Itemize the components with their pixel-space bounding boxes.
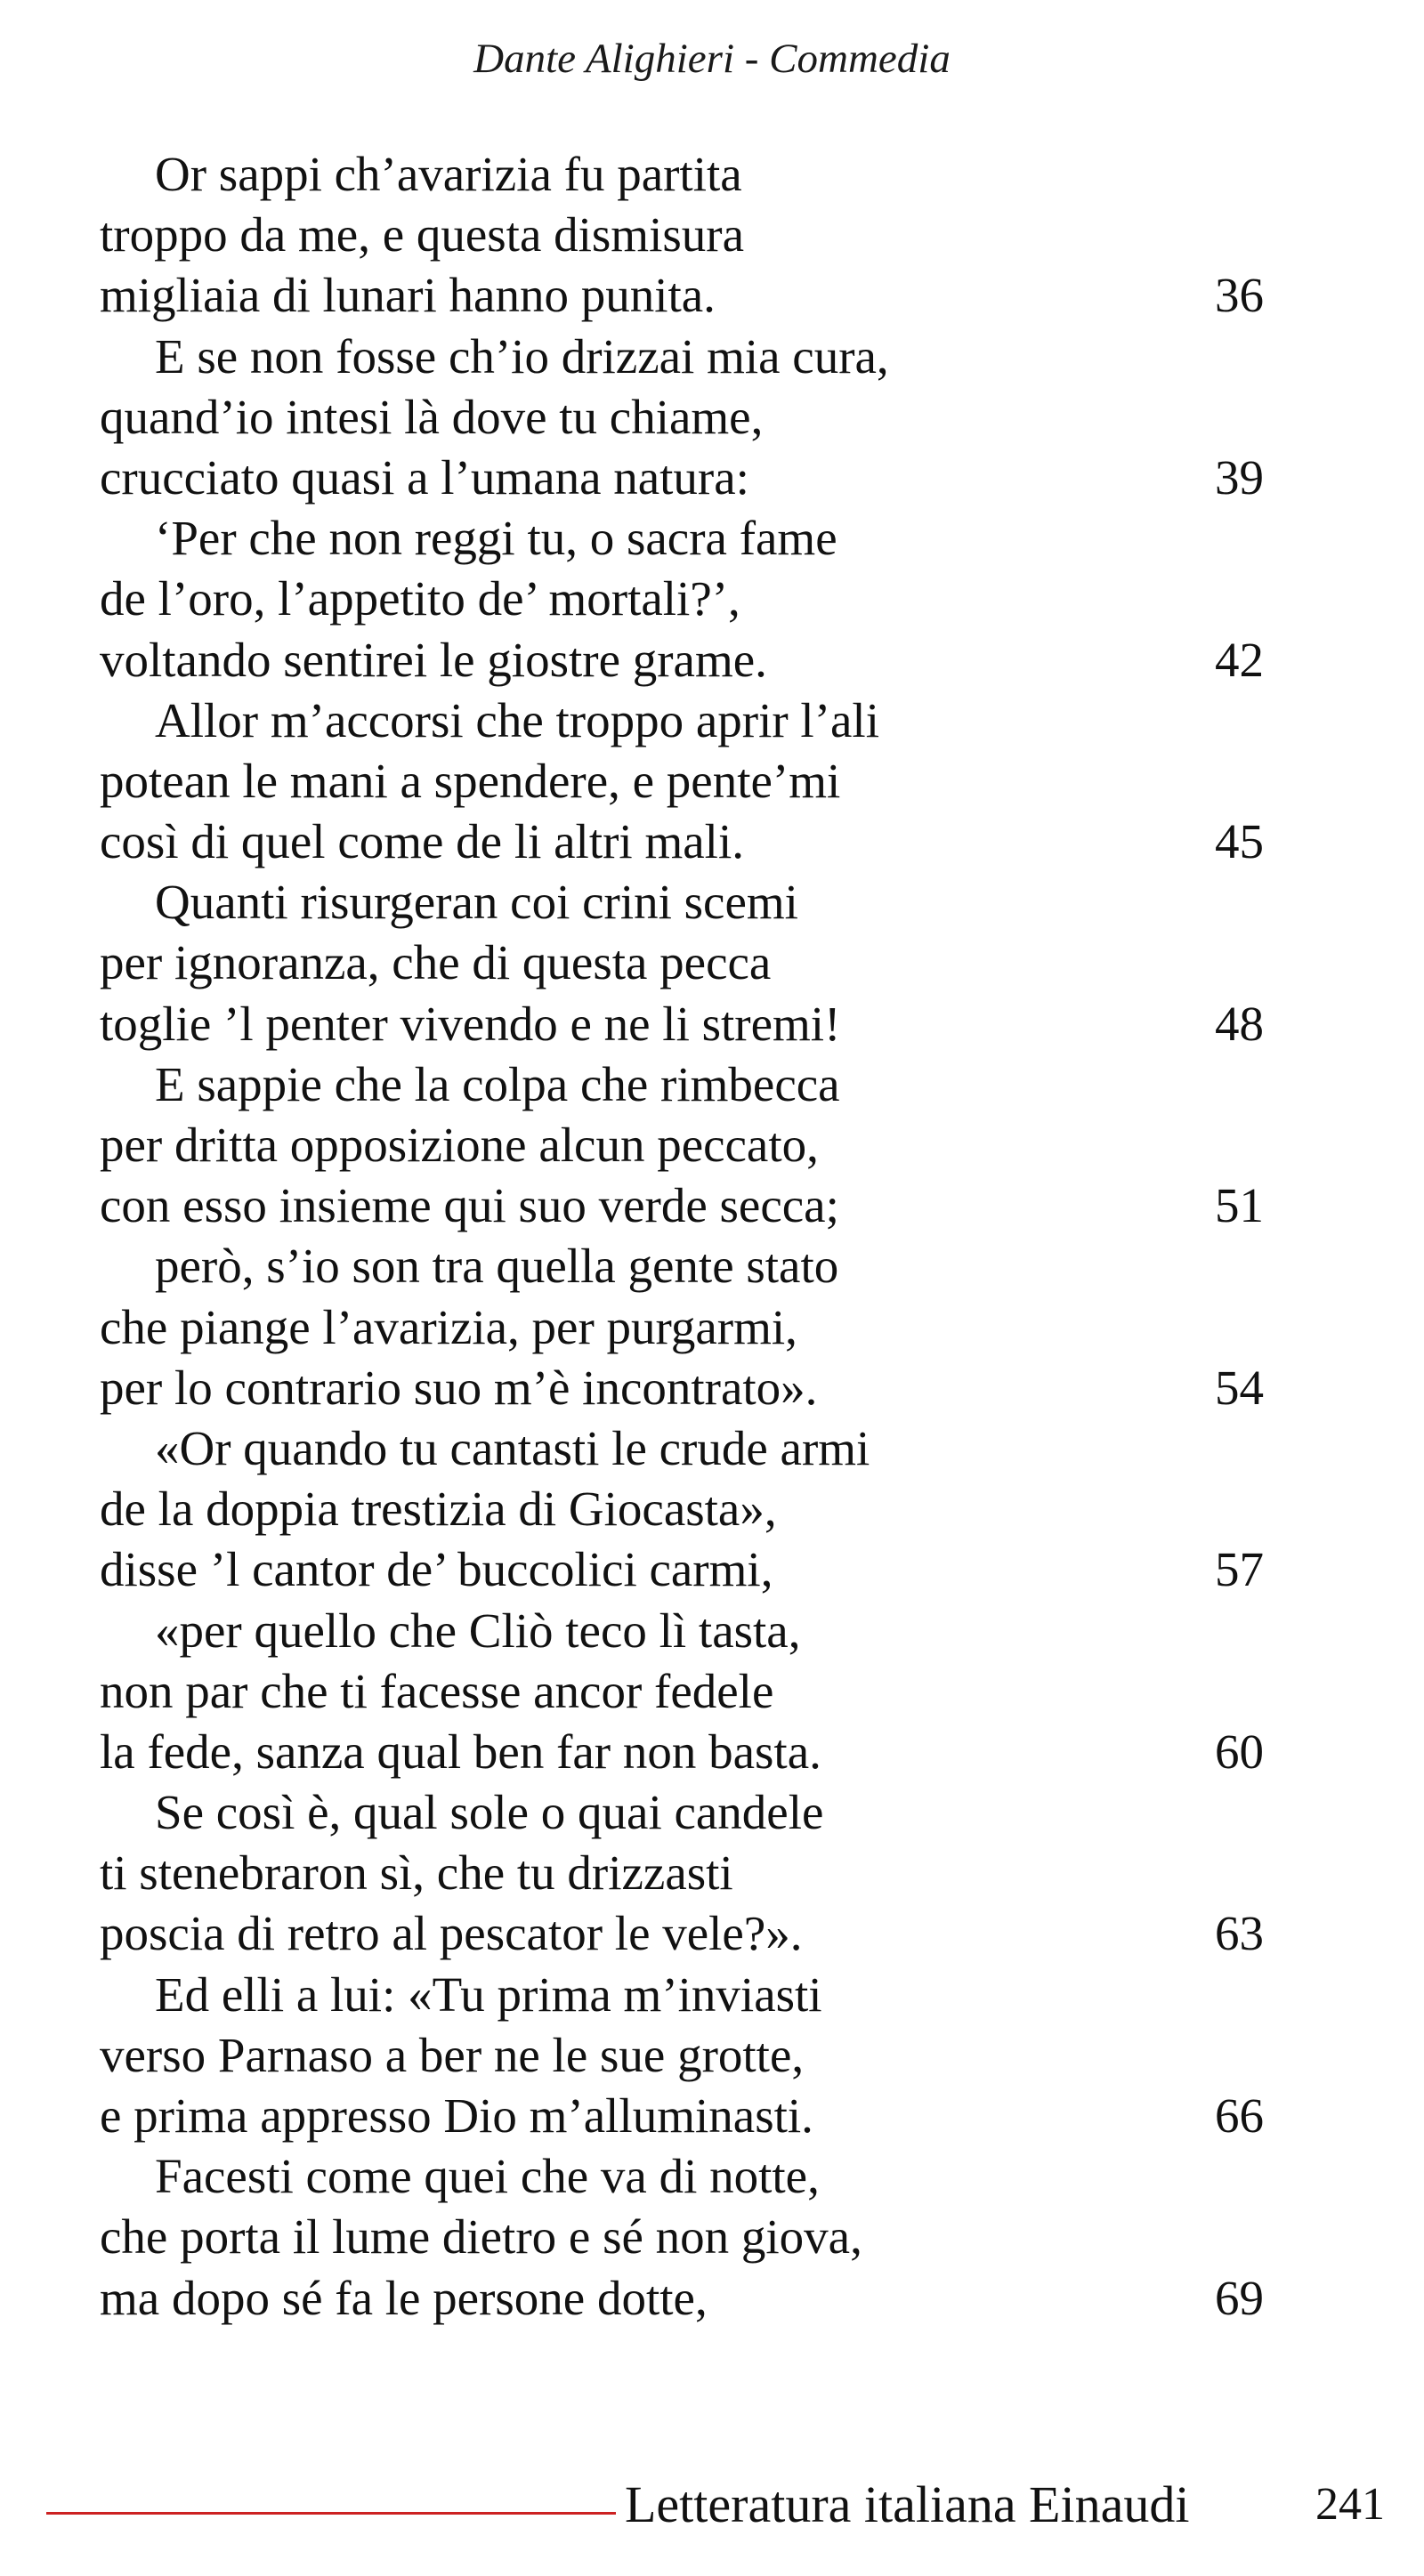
verse-text: Facesti come quei che va di notte, [155, 2149, 820, 2204]
verse-line [100, 1843, 1257, 1903]
verse-text: potean le mani a spendere, e pente’mi [100, 753, 841, 808]
verse-line [100, 2207, 1257, 2267]
verse-text: voltando sentirei le giostre grame. [100, 632, 767, 687]
verse-text: quand’io intesi là dove tu chiame, [100, 389, 764, 444]
verse-line [100, 448, 1264, 508]
verse-line [100, 265, 1264, 326]
verse-line [100, 1175, 1264, 1236]
verse-line [100, 1903, 1264, 1964]
verse-line [100, 1115, 1257, 1175]
publisher-name: Letteratura italiana Einaudi [625, 2475, 1190, 2533]
verse-text: verso Parnaso a ber ne le sue grotte, [100, 2027, 805, 2082]
verse-line [100, 1054, 1257, 1115]
verse-text: e prima appresso Dio m’alluminasti. [100, 2088, 813, 2143]
verse-line [100, 1661, 1257, 1722]
verse-line [100, 1236, 1257, 1296]
verse-text: crucciato quasi a l’umana natura: [100, 449, 749, 505]
verse-text: per ignoranza, che di questa pecca [100, 935, 772, 990]
verse-text: «per quello che Cliò teco lì tasta, [155, 1603, 801, 1658]
verse-line [100, 2086, 1264, 2146]
verse-line [100, 2146, 1257, 2207]
verse-line [100, 569, 1257, 629]
verse-text: ‘Per che non reggi tu, o sacra fame [155, 511, 837, 566]
page-number: 241 [1315, 2479, 1385, 2530]
verse-line [100, 1601, 1257, 1661]
verse-text: che porta il lume dietro e sé non giova, [100, 2209, 862, 2265]
line-number: 60 [1215, 1724, 1264, 1779]
verse-text: così di quel come de li altri mali. [100, 814, 744, 869]
verse-line [100, 933, 1257, 993]
verse-text: troppo da me, e questa dismisura [100, 207, 744, 262]
verse-text: ma dopo sé fa le persone dotte, [100, 2270, 708, 2325]
verse-line [100, 1358, 1264, 1418]
verse-line [100, 812, 1264, 872]
verse-line [100, 2268, 1264, 2329]
line-number: 36 [1215, 268, 1264, 323]
verse-text: ti stenebraron sì, che tu drizzasti [100, 1845, 733, 1901]
verse-text: con esso insieme qui suo verde secca; [100, 1178, 839, 1233]
verse-line [100, 2025, 1257, 2086]
verse-line [100, 1297, 1257, 1358]
line-number: 39 [1215, 449, 1264, 505]
verse-text: Allor m’accorsi che troppo aprir l’ali [155, 692, 879, 747]
line-number: 45 [1215, 814, 1264, 869]
verse-line [100, 1782, 1257, 1843]
verse-line [100, 1965, 1257, 2025]
verse-line [100, 994, 1264, 1054]
verse-line [100, 327, 1257, 387]
verse-line [100, 144, 1257, 205]
verse-line [100, 387, 1257, 448]
verse-text: de l’oro, l’appetito de’ mortali?’, [100, 571, 740, 626]
verse-text: per lo contrario suo m’è incontrato». [100, 1360, 818, 1415]
verse-text: non par che ti facesse ancor fedele [100, 1663, 774, 1718]
verse-text: «Or quando tu cantasti le crude armi [155, 1420, 870, 1475]
page-footer [0, 2469, 1424, 2540]
verse-line [100, 508, 1257, 569]
verse-text: Quanti risurgeran coi crini scemi [155, 875, 798, 930]
line-number: 48 [1215, 996, 1264, 1051]
verse-line [100, 205, 1257, 265]
verse-text: che piange l’avarizia, per purgarmi, [100, 1299, 797, 1354]
verse-line [100, 751, 1257, 812]
line-number: 63 [1215, 1906, 1264, 1961]
verse-text: Se così è, qual sole o quai candele [155, 1785, 824, 1840]
verse-text: Or sappi ch’avarizia fu partita [155, 147, 742, 201]
verse-text: Ed elli a lui: «Tu prima m’inviasti [155, 1966, 822, 2022]
poem-body [100, 144, 1264, 2329]
line-number: 69 [1215, 2270, 1264, 2325]
verse-line [100, 1722, 1264, 1782]
verse-text: de la doppia trestizia di Giocasta», [100, 1482, 777, 1537]
verse-line [100, 1418, 1257, 1479]
verse-text: E se non fosse ch’io drizzai mia cura, [155, 328, 889, 384]
verse-text: però, s’io son tra quella gente stato [155, 1239, 839, 1294]
verse-line [100, 1539, 1264, 1600]
verse-text: toglie ’l penter vivendo e ne li stremi! [100, 996, 841, 1051]
line-number: 42 [1215, 632, 1264, 687]
line-number: 57 [1215, 1542, 1264, 1597]
verse-line [100, 630, 1264, 690]
verse-line [100, 1479, 1257, 1539]
verse-line [100, 872, 1257, 933]
verse-text: la fede, sanza qual ben far non basta. [100, 1724, 821, 1779]
verse-text: E sappie che la colpa che rimbecca [155, 1056, 840, 1111]
verse-text: disse ’l cantor de’ buccolici carmi, [100, 1542, 773, 1597]
running-header: Dante Alighieri - Commedia [473, 36, 951, 82]
verse-text: poscia di retro al pescator le vele?». [100, 1906, 803, 1961]
footer-rule [46, 2512, 616, 2515]
line-number: 54 [1215, 1360, 1264, 1415]
verse-text: per dritta opposizione alcun peccato, [100, 1118, 819, 1172]
line-number: 66 [1215, 2088, 1264, 2143]
line-number: 51 [1215, 1178, 1264, 1233]
verse-line [100, 690, 1257, 751]
verse-text: migliaia di lunari hanno punita. [100, 268, 716, 323]
